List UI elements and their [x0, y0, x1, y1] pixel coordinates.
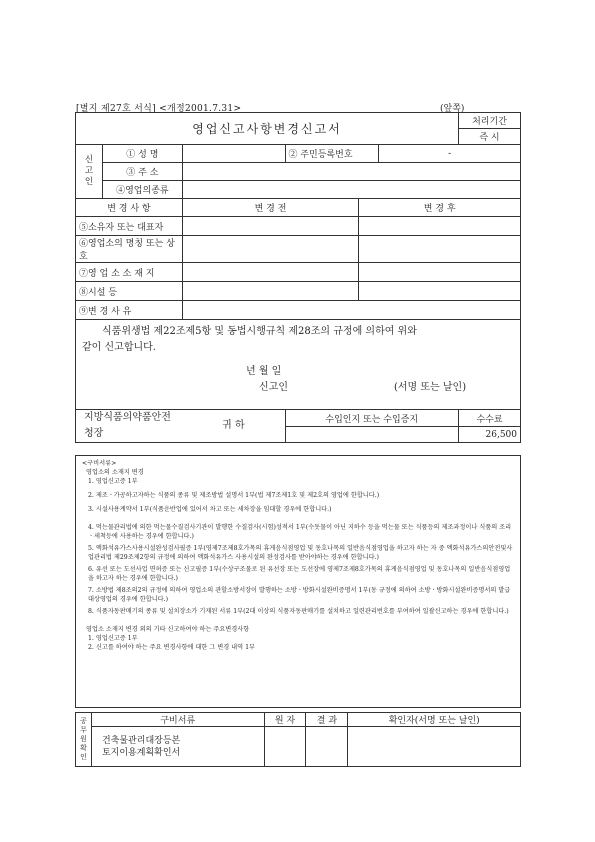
- processing-period-value: 즉 시: [459, 129, 521, 145]
- verify-doc-item: 토지이용계획확인서: [101, 747, 181, 758]
- verify-col-original: 원 자: [264, 713, 306, 727]
- row-owner-after[interactable]: [359, 217, 521, 236]
- col-header-after: 변 경 후: [359, 199, 521, 217]
- business-type-label: ④영업의종류: [102, 181, 182, 199]
- honorific: 귀 하: [182, 410, 285, 443]
- notes-section-2: 영업소 소재지 변경 외의 기타 신고하여야 하는 주요변경사항: [86, 626, 250, 633]
- note-item: 8. 식품자동판매기의 종류 및 설치장소가 기재된 서류 1부(2대 이상의 식품자동판매기를 설치하고 일련관리번호를 부여하여 일괄신고하는 경우에 한합니다.): [88, 608, 509, 615]
- name-field[interactable]: [182, 145, 285, 163]
- verify-col-docs: 구비서류: [91, 713, 264, 727]
- verification-table: [75, 712, 521, 767]
- notes-section-1: 영업소의 소재지 변경: [86, 469, 144, 476]
- declaration-text-2: 같이 신고합니다.: [82, 342, 156, 353]
- recipient: 지방식품의약품안전청장: [76, 410, 183, 443]
- official-verification-label: 공 무 원 확 인: [76, 713, 92, 767]
- row-owner-label: ⑤소유자 또는 대표자: [76, 217, 183, 236]
- reporter-label: 신고인: [259, 382, 288, 393]
- verify-col-result: 결 과: [306, 713, 348, 727]
- verify-original-field[interactable]: [264, 727, 306, 767]
- fee-label: 수수료: [459, 410, 521, 427]
- row-owner-before[interactable]: [182, 217, 359, 236]
- business-type-field[interactable]: [182, 181, 520, 199]
- row-facility-before[interactable]: [182, 282, 359, 301]
- row-facility-after[interactable]: [359, 282, 521, 301]
- form-title: 영업신고사항변경신고서: [76, 113, 459, 145]
- row-location-before[interactable]: [182, 263, 359, 282]
- note-item: 1. 영업신고증 1부: [88, 635, 138, 642]
- row-location-after[interactable]: [359, 263, 521, 282]
- note-item: 6. 유선 또는 도선사업 면허증 또는 신고필증 1부(수상구조물로 된 유선장 또는 도선장에 영제7조제8호가목의 휴게음식점영업 및 동호나목의 일반음식점영업을 하고자 하는 경우에 한합니다.): [88, 566, 511, 582]
- page-side-label: (앞쪽): [440, 104, 465, 114]
- verify-doc-item: 건축물관리대장등본: [101, 735, 181, 746]
- row-name-before[interactable]: [182, 236, 359, 263]
- note-item: 5. 액화석유가스사용시설완성검사필증 1부(영제7조제8호가목의 휴게음식점영업 및 동호나목의 일반음식점영업을 하고자 하는 자 중 액화석유가스의안전및사업관리법 제29조제2항의 규정에 의하여 액화석유가스 사용시설의 완성검사를 받아야하는 경우에 한합니다.): [88, 545, 513, 561]
- stamp-label: 수입인지 또는 수입증지: [285, 410, 459, 427]
- sign-label: (서명 또는 날인): [394, 382, 467, 393]
- col-header-change-item: 변 경 사 항: [76, 199, 183, 217]
- stamp-area[interactable]: [285, 427, 459, 443]
- name-label: ① 성 명: [102, 145, 182, 163]
- row-name-after[interactable]: [359, 236, 521, 263]
- note-item: 2. 신고를 하여야 하는 주요 변경사항에 대한 그 변경 내역 1부: [88, 644, 255, 651]
- form-reference: [별지 제27호 서식] <개정2001.7.31>: [76, 104, 242, 114]
- row-reason-label: ⑨변 경 사 유: [76, 301, 183, 320]
- note-item: 7. 소방법 제8조의2의 규정에 의하여 영업소의 관할소방서장이 발행하는 소방ㆍ방화시설완비증명서 1부(동 규정에 의하여 소방ㆍ방화시설완비증명서의 발급대상영업의 경우에 한합니다.): [88, 587, 511, 603]
- row-name-label: ⑥영업소의 명칭 또는 상호: [76, 236, 183, 263]
- processing-period-label: 처리기간: [459, 113, 521, 129]
- fee-value: 26,500: [459, 427, 521, 443]
- declaration-box: [76, 320, 521, 410]
- applicant-label: 신 고 인: [76, 145, 103, 199]
- main-form-table: [75, 112, 521, 443]
- verify-col-verifier: 확인자(서명 또는 날인): [348, 713, 521, 727]
- verify-signature-field[interactable]: [348, 727, 521, 767]
- note-item: 3. 시설사용계약서 1부(식품운반업에 있어서 차고 또는 세차장을 임대할 경우에 한합니다.): [88, 506, 332, 513]
- declaration-text-1: 식품위생법 제22조제5항 및 동법시행규칙 제28조의 규정에 의하여 위와: [102, 326, 417, 337]
- verify-docs-list: [91, 727, 264, 767]
- note-item: 2. 제조ㆍ가공하고자하는 식품의 종류 및 제조방법 설명서 1부(법 제7조제1호 및 제2호의 영업에 한합니다.): [88, 492, 380, 499]
- address-field[interactable]: [182, 163, 520, 181]
- declaration-date: 년 월 일: [246, 366, 282, 377]
- required-documents-notes: [75, 455, 521, 708]
- resident-id-field[interactable]: -: [379, 145, 521, 163]
- note-item: 1. 영업신고증 1부: [88, 478, 138, 485]
- verify-result-field[interactable]: [306, 727, 348, 767]
- address-label: ③ 주 소: [102, 163, 182, 181]
- row-facility-label: ⑧시설 등: [76, 282, 183, 301]
- resident-id-label: ② 주민등록번호: [285, 145, 379, 163]
- row-reason-field[interactable]: [182, 301, 520, 320]
- note-item: 4. 먹는물관리법에 의한 먹는물수질검사기관이 발행한 수질검사(시험)성적서 1부(수돗물이 아닌 지하수 등을 먹는물 또는 식품등의 제조과정이나 식품의 조리ㆍ세척등에 사용하는 경우에 한합니다.): [88, 524, 512, 540]
- col-header-before: 변 경 전: [182, 199, 359, 217]
- row-location-label: ⑦영 업 소 소 재 지: [76, 263, 183, 282]
- notes-title: <구비서류>: [82, 460, 117, 467]
